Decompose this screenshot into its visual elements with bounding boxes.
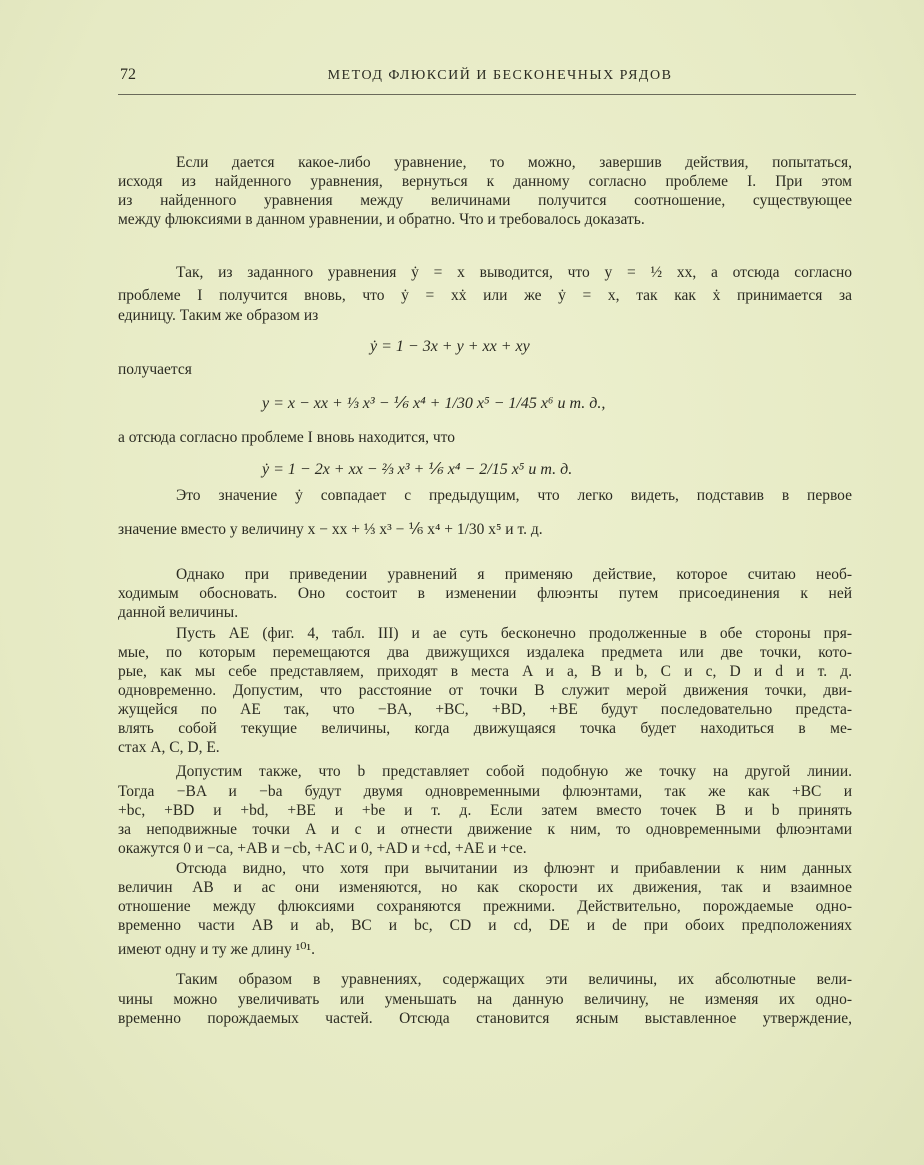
text-line: проблеме I получится вновь, что ẏ = xẋ или же ẏ = x, так как ẋ принимается за	[118, 287, 852, 304]
text-line: Тогда −BA и −ba будут двумя одновременными флюэнтами, так же как +BC и	[118, 783, 852, 800]
page-number: 72	[120, 66, 136, 83]
text-line: жущейся по AE так, что −BA, +BC, +BD, +BE будут последовательно предста-	[118, 701, 852, 718]
text-line: влять собой текущие величины, когда движущаяся точка будет находиться в ме-	[118, 720, 852, 737]
text-line: чины можно увеличивать или уменьшать на данную величину, не изменяя их одно-	[118, 991, 852, 1008]
text-line: Если дается какое-либо уравнение, то можно, завершив действия, попытаться,	[176, 154, 852, 171]
header-rule	[118, 94, 856, 95]
text-line: данной величины.	[118, 604, 239, 621]
text-line: из найденного уравнения между величинами получится соотношение, существующее	[118, 192, 852, 209]
equation: ẏ = 1 − 2x + xx − ⅔ x³ + ⅙ x⁴ − 2/15 x⁵ и т. д.	[262, 461, 573, 478]
running-title: МЕТОД ФЛЮКСИЙ И БЕСКОНЕЧНЫХ РЯДОВ	[327, 68, 673, 83]
text-line: а отсюда согласно проблеме I вновь находится, что	[118, 429, 455, 446]
text-line: единицу. Таким же образом из	[118, 307, 319, 324]
text-line: имеют одну и ту же длину ¹⁰¹.	[118, 941, 315, 958]
text-line: Пусть AE (фиг. 4, табл. III) и ae суть бесконечно продолженные в обе стороны пря-	[176, 625, 852, 642]
text-line: получается	[118, 361, 192, 378]
text-line: исходя из найденного уравнения, вернуться к данному согласно проблеме I. При этом	[118, 173, 852, 190]
text-line: одновременно. Допустим, что расстояние от точки B служит мерой движения точки, дви-	[118, 682, 852, 699]
text-line: Это значение ẏ совпадает с предыдущим, что легко видеть, подставив в первое	[176, 487, 852, 504]
text-line: Так, из заданного уравнения ẏ = x выводится, что y = ½ xx, а отсюда согласно	[176, 264, 852, 281]
text-line: Допустим также, что b представляет собой подобную же точку на другой линии.	[176, 763, 852, 780]
text-line: мые, по которым перемещаются два движущихся издалека предмета или две точки, кото-	[118, 644, 852, 661]
text-line: Отсюда видно, что хотя при вычитании из флюэнт и прибавлении к ним данных	[176, 860, 852, 877]
text-line: Однако при приведении уравнений я применяю действие, которое считаю необ-	[176, 566, 852, 583]
text-line: временно порождаемых частей. Отсюда становится ясным выставленное утверждение,	[118, 1010, 852, 1027]
text-line: +bc, +BD и +bd, +BE и +be и т. д. Если затем вместо точек B и b принять	[118, 802, 852, 819]
text-line: ходимым обосновать. Оно состоит в изменении флюэнты путем присоединения к ней	[118, 585, 852, 602]
text-line: значение вместо y величину x − xx + ⅓ x³ − ⅙ x⁴ + 1/30 x⁵ и т. д.	[118, 521, 543, 538]
text-line: отношение между флюксиями сохраняются прежними. Действительно, порождаемые одно-	[118, 898, 852, 915]
text-line: между флюксиями в данном уравнении, и обратно. Что и требовалось доказать.	[118, 211, 645, 228]
text-line: окажутся 0 и −ca, +AB и −cb, +AC и 0, +AD и +cd, +AE и +ce.	[118, 840, 527, 857]
equation: y = x − xx + ⅓ x³ − ⅙ x⁴ + 1/30 x⁵ − 1/45 x⁶ и т. д.,	[262, 395, 606, 412]
text-line: стах A, C, D, E.	[118, 739, 220, 756]
text-line: временно части AB и ab, BC и bc, CD и cd, DE и de при обоих предположениях	[118, 917, 852, 934]
text-line: величин AB и ac они изменяются, но как скорости их движения, так и взаимное	[118, 879, 852, 896]
text-line: рые, как мы себе представляем, приходят в места A и a, B и b, C и c, D и d и т. д.	[118, 663, 852, 680]
text-line: за неподвижные точки A и c и отнести движение к ним, то одновременными флюэнтами	[118, 821, 852, 838]
text-line: Таким образом в уравнениях, содержащих эти величины, их абсолютные вели-	[176, 971, 852, 988]
equation: ẏ = 1 − 3x + y + xx + xy	[370, 338, 530, 355]
